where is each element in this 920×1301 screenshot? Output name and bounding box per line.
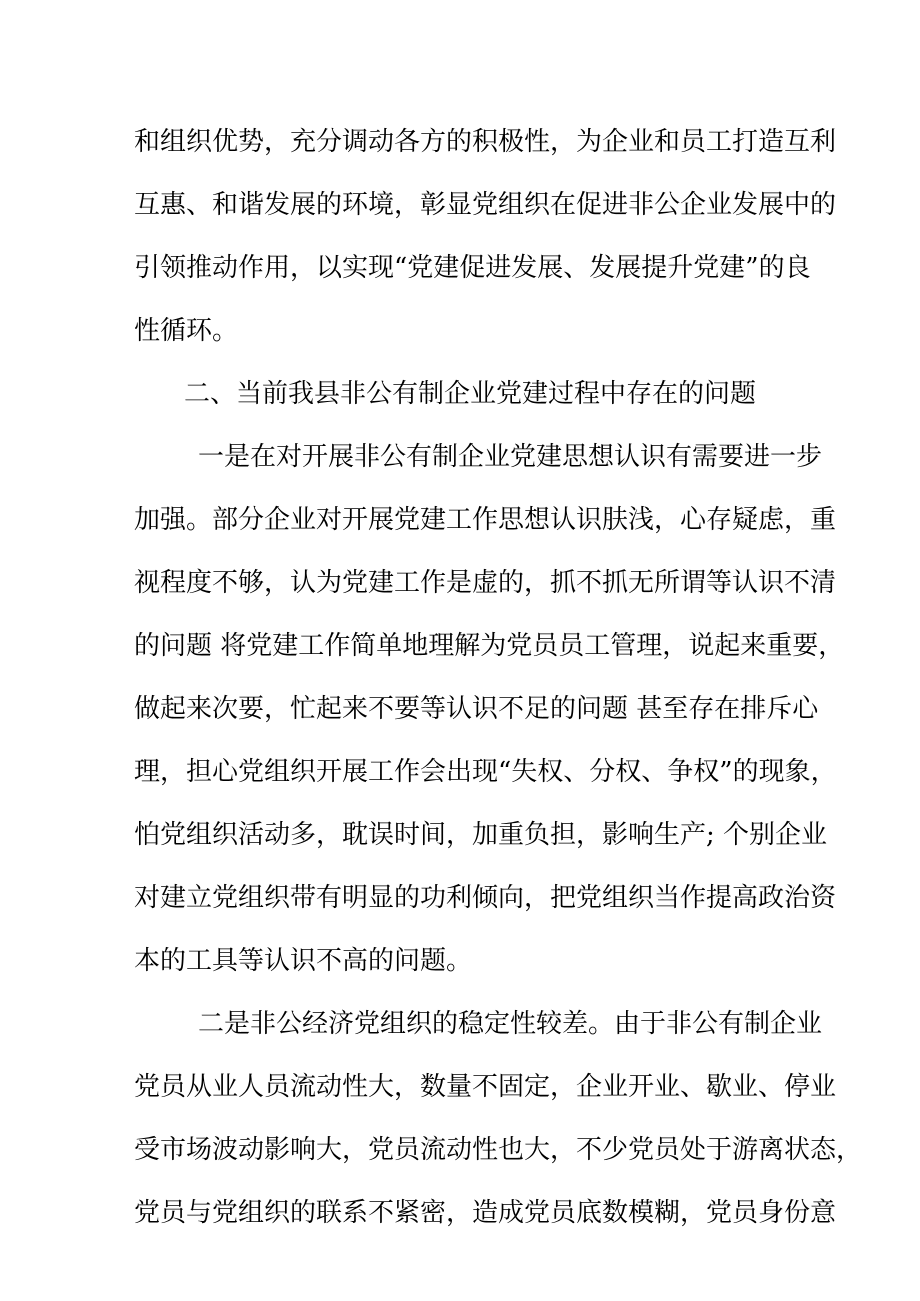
text-line: 党员与党组织的联系不紧密，造成党员底数模糊，党员身份意 bbox=[134, 1198, 837, 1228]
section-heading: 二、当前我县非公有制企业党建过程中存在的问题 bbox=[184, 379, 757, 409]
text-line: 引领推动作用，以实现“党建促进发展、发展提升党建”的良 bbox=[134, 253, 811, 283]
text-line: 做起来次要，忙起来不要等认识不足的问题 甚至存在排斥心 bbox=[134, 694, 819, 724]
text-line: 加强。部分企业对开展党建工作思想认识肤浅，心存疑虑，重 bbox=[134, 505, 837, 535]
text-line: 对建立党组织带有明显的功利倾向，把党组织当作提高政治资 bbox=[134, 883, 837, 913]
text-line: 和组织优势，充分调动各方的积极性，为企业和员工打造互利 bbox=[134, 127, 837, 157]
text-line: 党员从业人员流动性大，数量不固定，企业开业、歇业、停业 bbox=[134, 1072, 837, 1102]
text-line: 性循环。 bbox=[134, 316, 239, 346]
text-line: 受市场波动影响大，党员流动性也大，不少党员处于游离状态， bbox=[134, 1135, 863, 1165]
text-line: 互惠、和谐发展的环境，彰显党组织在促进非公企业发展中的 bbox=[134, 190, 837, 220]
text-line: 的问题 将党建工作简单地理解为党员员工管理，说起来重要， bbox=[134, 631, 845, 661]
text-line: 二是非公经济党组织的稳定性较差。由于非公有制企业 bbox=[198, 1009, 823, 1039]
text-line: 理，担心党组织开展工作会出现“失权、分权、争权”的现象， bbox=[134, 757, 837, 787]
text-line: 本的工具等认识不高的问题。 bbox=[134, 946, 473, 976]
text-line: 怕党组织活动多，耽误时间，加重负担，影响生产; 个别企业 bbox=[134, 820, 828, 850]
text-line: 一是在对开展非公有制企业党建思想认识有需要进一步 bbox=[198, 442, 823, 472]
text-line: 视程度不够，认为党建工作是虚的，抓不抓无所谓等认识不清 bbox=[134, 568, 837, 598]
